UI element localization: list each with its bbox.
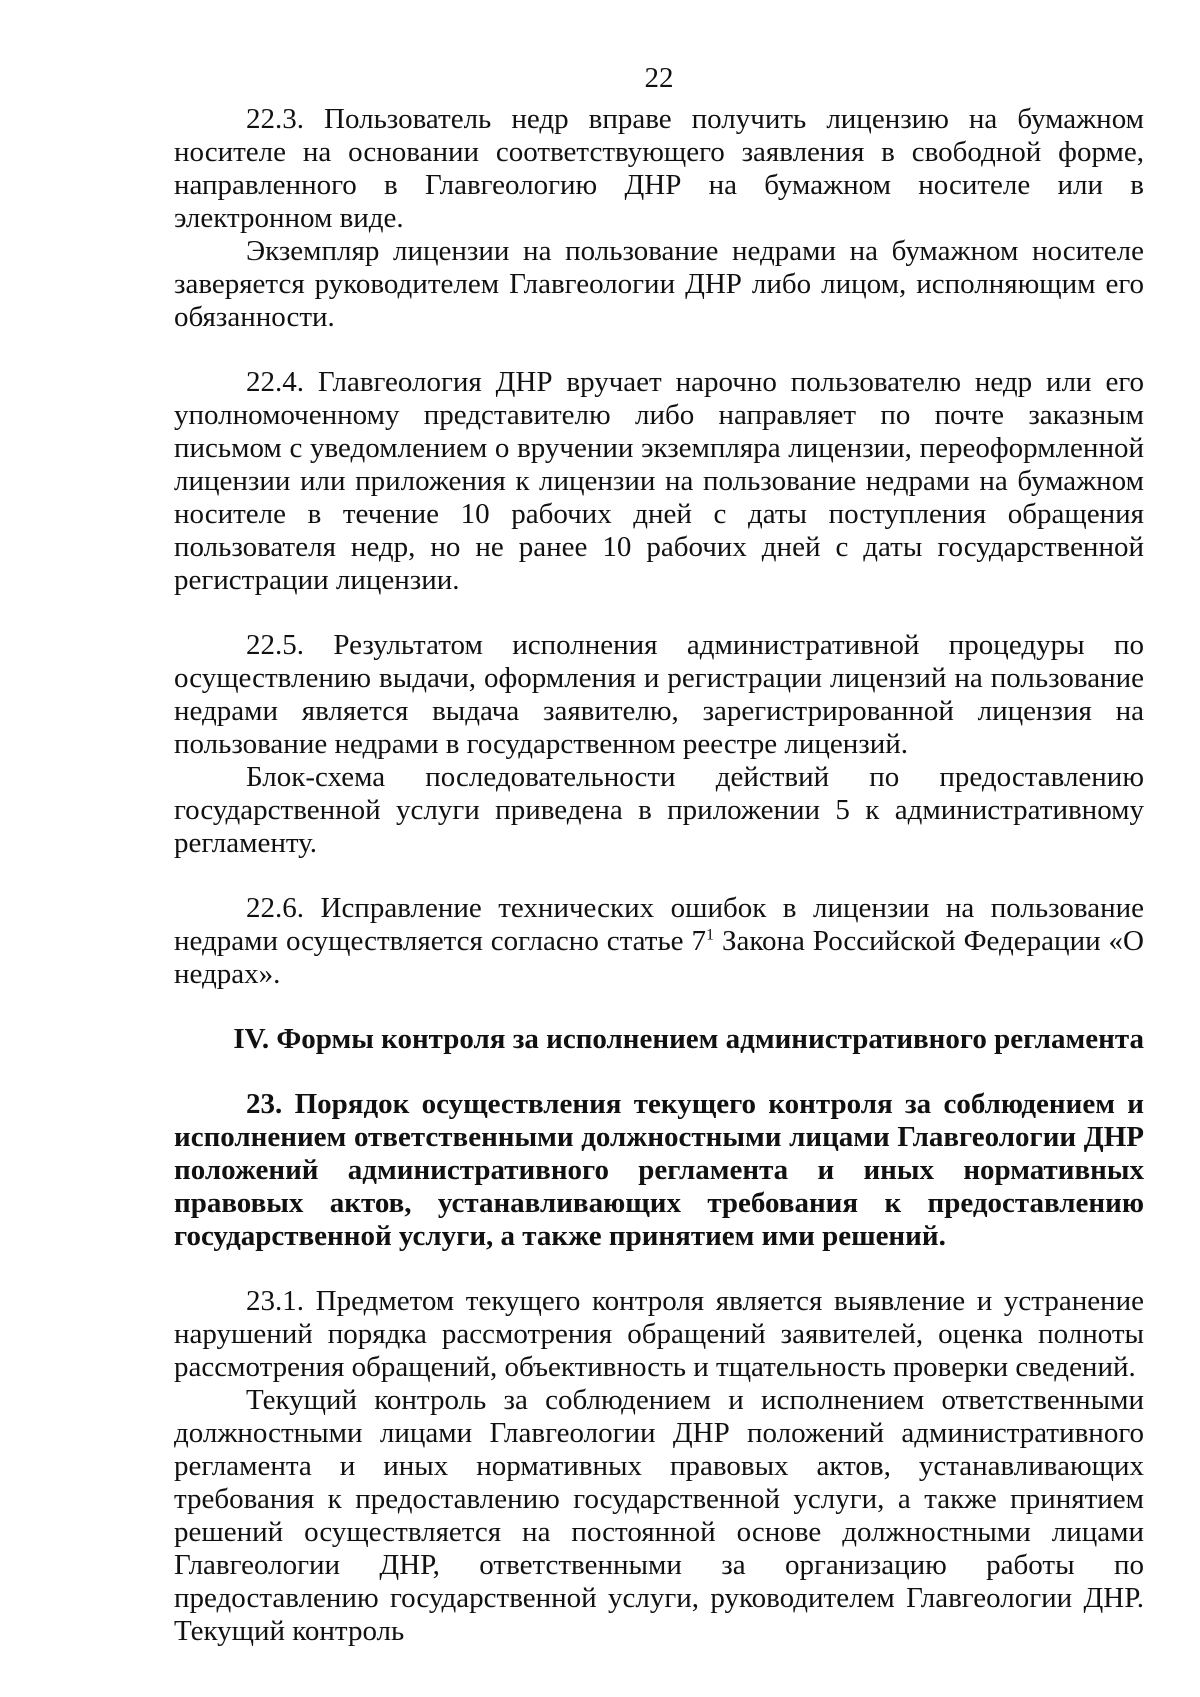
paragraph-23-1-current-control: Текущий контроль за соблюдением и исполнением ответственными должностными лицами Главгеологии ДНР положений административного регламента и иных нормативных правовых актов, устанавливающих требования к предоставлению государственной услуги, а также принятием решений осуществляется на постоянной основе должностными лицами Главгеологии ДНР, ответственными за организацию работы по предоставлению государственной услуги, руководителем Главгеологии ДНР. Текущий контроль <box>174 1384 1144 1647</box>
paragraph-22-5: 22.5. Результатом исполнения административной процедуры по осуществлению выдачи, оформления и регистрации лицензий на пользование недрами является выдача заявителю, зарегистрированной лицензия на пользование недрами в государственном реестре лицензий. <box>174 629 1144 760</box>
section-23-heading: 23. Порядок осуществления текущего контроля за соблюдением и исполнением ответственными должностными лицами Главгеологии ДНР положений административного регламента и иных нормативных правовых актов, устанавливающих требования к предоставлению государственной услуги, а также принятием ими решений. <box>174 1088 1144 1252</box>
spacer <box>174 334 1144 366</box>
paragraph-22-4: 22.4. Главгеология ДНР вручает нарочно пользователю недр или его уполномоченному представителю либо направляет по почте заказным письмом с уведомлением о вручении экземпляра лицензии, переоформленной лицензии или приложения к лицензии на пользование недрами на бумажном носителе в течение 10 рабочих дней с даты поступления обращения пользователя недр, но не ранее 10 рабочих дней с даты государственной регистрации лицензии. <box>174 366 1144 596</box>
spacer <box>174 597 1144 629</box>
paragraph-22-6-law: Закона Российской Федерации «О недрах». <box>174 925 1144 990</box>
paragraph-22-3-copy-certification: Экземпляр лицензии на пользование недрами на бумажном носителе заверяется руководителем Главгеологии ДНР либо лицом, исполняющим его обязанности. <box>174 235 1144 333</box>
document-page <box>174 62 1144 1648</box>
paragraph-23-1: 23.1. Предметом текущего контроля является выявление и устранение нарушений порядка рассмотрения обращений заявителей, оценка полноты рассмотрения обращений, объективность и тщательность проверки сведений. <box>174 1285 1144 1383</box>
section-iv-heading: IV. Формы контроля за исполнением административного регламента <box>233 1023 1144 1055</box>
spacer <box>174 1056 1144 1088</box>
page-number: 22 <box>644 62 674 94</box>
article-superscript: 1 <box>706 926 714 944</box>
paragraph-22-5-flowchart: Блок-схема последовательности действий по предоставлению государственной услуги приведена в приложении 5 к административному регламенту. <box>174 761 1144 859</box>
paragraph-22-3: 22.3. Пользователь недр вправе получить лицензию на бумажном носителе на основании соответствующего заявления в свободной форме, направленного в Главгеологию ДНР на бумажном носителе или в электронном виде. <box>174 103 1144 234</box>
spacer <box>174 991 1144 1023</box>
spacer <box>174 860 1144 892</box>
paragraph-22-6-text: 22.6. Исправление технических ошибок в лицензии на пользование недрами осуществляется согласно статье 7 <box>174 892 1144 957</box>
paragraph-22-6 <box>174 892 1144 991</box>
spacer <box>174 1253 1144 1285</box>
